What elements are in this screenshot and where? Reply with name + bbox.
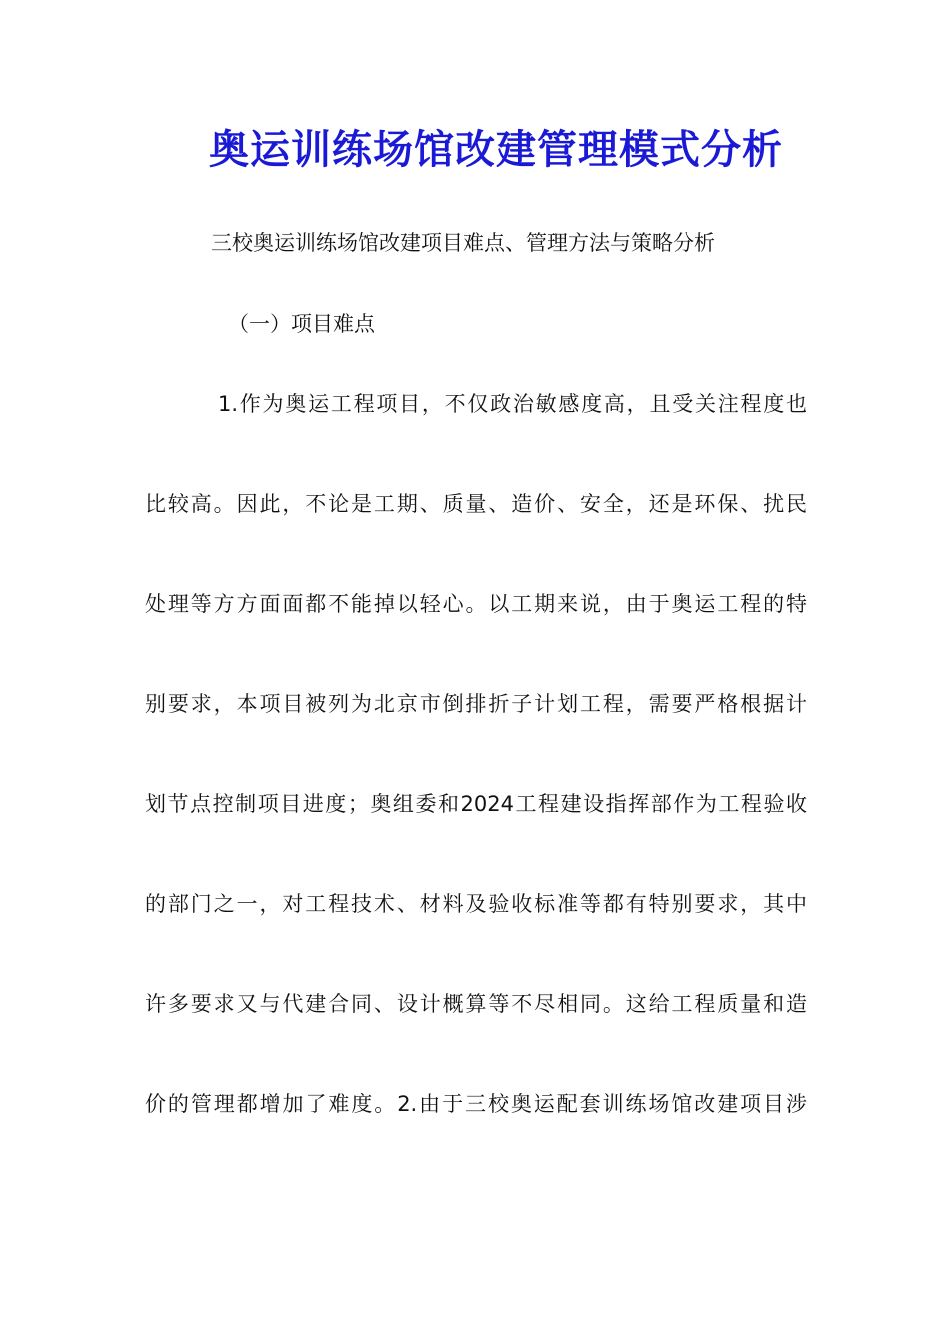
- body-line: 处理等方方面面都不能掉以轻心。以工期来说，由于奥运工程的特: [145, 592, 807, 616]
- body-line: 1.作为奥运工程项目，不仅政治敏感度高，且受关注程度也: [218, 392, 807, 416]
- body-line: 别要求，本项目被列为北京市倒排折子计划工程，需要严格根据计: [145, 692, 807, 716]
- body-line: 许多要求又与代建合同、设计概算等不尽相同。这给工程质量和造: [145, 992, 807, 1016]
- body-line: 价的管理都增加了难度。2.由于三校奥运配套训练场馆改建项目涉: [145, 1092, 807, 1116]
- body-line: 的部门之一，对工程技术、材料及验收标准等都有特别要求，其中: [145, 892, 807, 916]
- body-line: 划节点控制项目进度；奥组委和2024工程建设指挥部作为工程验收: [145, 792, 807, 816]
- body-line: 比较高。因此，不论是工期、质量、造价、安全，还是环保、扰民: [145, 492, 807, 516]
- body-paragraph: [145, 388, 807, 1188]
- document-title: 奥运训练场馆改建管理模式分析: [209, 127, 783, 173]
- section-heading: （一）项目难点: [228, 312, 375, 336]
- document-subtitle: 三校奥运训练场馆改建项目难点、管理方法与策略分析: [211, 231, 715, 255]
